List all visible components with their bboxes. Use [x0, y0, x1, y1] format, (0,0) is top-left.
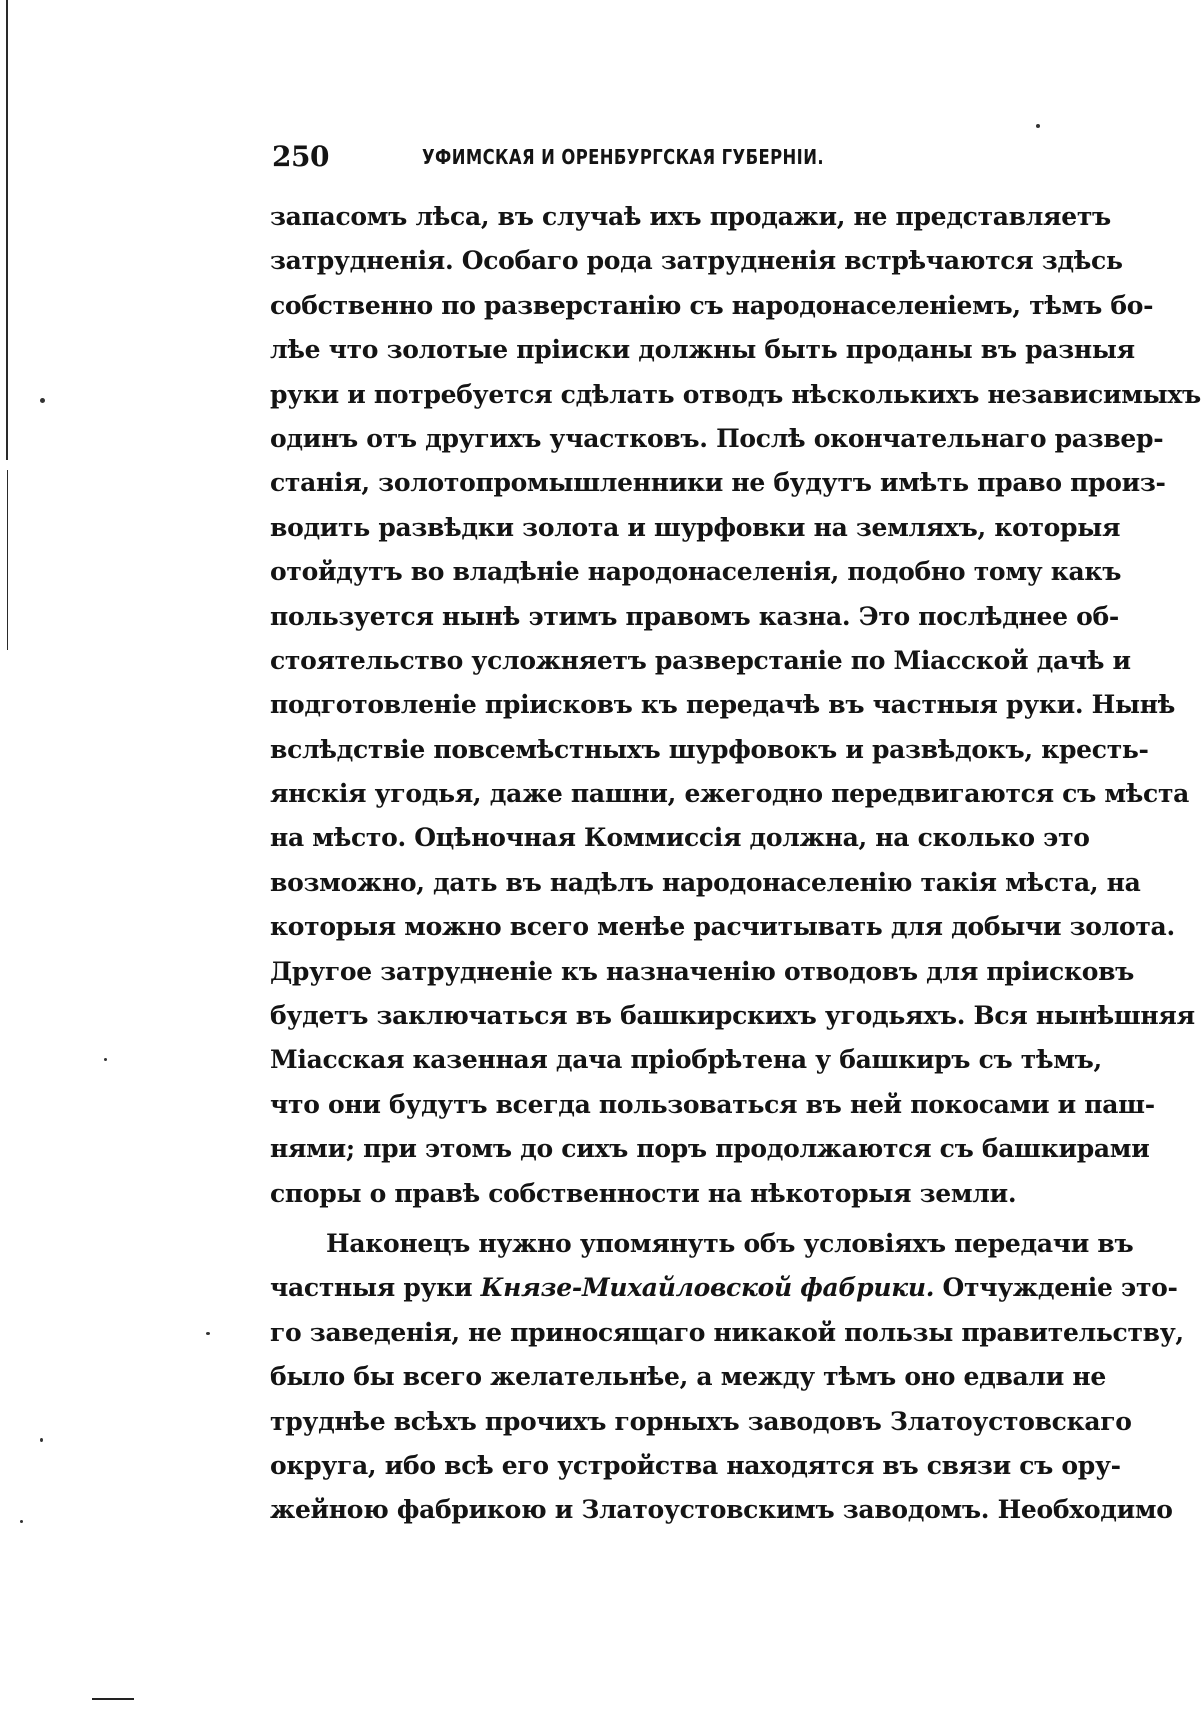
emphasized-title: Князе-Михайловской фабрики.: [480, 1273, 935, 1303]
text-line: пользуется нынѣ этимъ правомъ казна. Это послѣднее об-: [270, 601, 1119, 631]
text-line: вслѣдствіе повсемѣстныхъ шурфовокъ и развѣдокъ, кресть-: [270, 734, 1149, 764]
text-line: Наконецъ нужно упомянуть объ условіяхъ передачи въ: [326, 1228, 1134, 1258]
text-line: будетъ заключаться въ башкирскихъ угодьяхъ. Вся нынѣшняя: [270, 1001, 1195, 1031]
scan-speck: [1036, 124, 1040, 128]
scan-speck: [104, 1058, 107, 1061]
text-line: Міасская казенная дача пріобрѣтена у башкиръ съ тѣмъ,: [270, 1045, 1102, 1075]
running-head: УФИМСКАЯ И ОРЕНБУРГСКАЯ ГУБЕРНІИ.: [422, 145, 824, 169]
text-line: водить развѣдки золота и шурфовки на земляхъ, которыя: [270, 512, 1121, 542]
scan-speck: [206, 1332, 210, 1335]
text-line: жейною фабрикою и Златоустовскимъ заводомъ. Необходимо: [270, 1495, 1173, 1525]
text-line: споры о правѣ собственности на нѣкоторыя земли.: [270, 1178, 1017, 1208]
text-line: труднѣе всѣхъ прочихъ горныхъ заводовъ Златоустовскаго: [270, 1406, 1132, 1436]
text-line: го заведенія, не приносящаго никакой пользы правительству,: [270, 1317, 1184, 1347]
text-line: [270, 1266, 1178, 1310]
text-line: подготовленіе пріисковъ къ передачѣ въ частныя руки. Нынѣ: [270, 690, 1176, 720]
text-line: на мѣсто. Оцѣночная Коммиссія должна, на сколько это: [270, 823, 1090, 853]
scan-edge-mark: [7, 470, 8, 650]
text-line: станія, золотопромышленники не будутъ имѣть право произ-: [270, 468, 1166, 498]
scan-speck: [20, 1520, 23, 1523]
scan-edge-mark: [6, 0, 8, 460]
text-run: Отчужденіе это-: [934, 1273, 1178, 1303]
text-line: стоятельство усложняетъ разверстаніе по Міасской дачѣ и: [270, 645, 1131, 675]
page-header: [272, 140, 1052, 180]
text-line: одинъ отъ другихъ участковъ. Послѣ окончательнаго развер-: [270, 423, 1164, 453]
body-text: [270, 195, 1201, 1533]
paragraph-1: [270, 195, 1201, 1216]
scan-speck: [40, 398, 45, 403]
text-run: частныя руки: [270, 1273, 481, 1303]
paragraph-2: [270, 1222, 1184, 1533]
text-line: было бы всего желательнѣе, а между тѣмъ оно едвали не: [270, 1362, 1107, 1392]
text-line: руки и потребуется сдѣлать отводъ нѣсколькихъ независимыхъ: [270, 379, 1201, 409]
text-line: янскія угодья, даже пашни, ежегодно передвигаются съ мѣста: [270, 779, 1190, 809]
text-line: возможно, дать въ надѣлъ народонаселенію такія мѣста, на: [270, 867, 1141, 897]
scan-speck: [40, 1438, 43, 1442]
text-line: Другое затрудненіе къ назначенію отводовъ для пріисковъ: [270, 956, 1135, 986]
page-number: 250: [272, 140, 329, 173]
text-line: затрудненія. Особаго рода затрудненія встрѣчаются здѣсь: [270, 246, 1123, 276]
text-line: собственно по разверстанію съ народонаселеніемъ, тѣмъ бо-: [270, 290, 1154, 320]
text-line: что они будутъ всегда пользоваться въ ней покосами и паш-: [270, 1089, 1155, 1119]
scan-dash-mark: [92, 1698, 134, 1700]
text-line: нями; при этомъ до сихъ поръ продолжаются съ башкирами: [270, 1134, 1150, 1164]
text-line: лѣе что золотые пріиски должны быть проданы въ разныя: [270, 335, 1135, 365]
text-line: которыя можно всего менѣе расчитывать для добычи золота.: [270, 912, 1175, 942]
text-line: округа, ибо всѣ его устройства находятся въ связи съ ору-: [270, 1450, 1121, 1480]
text-line: отойдутъ во владѣніе народонаселенія, подобно тому какъ: [270, 557, 1122, 587]
text-line: запасомъ лѣса, въ случаѣ ихъ продажи, не представляетъ: [270, 202, 1111, 231]
